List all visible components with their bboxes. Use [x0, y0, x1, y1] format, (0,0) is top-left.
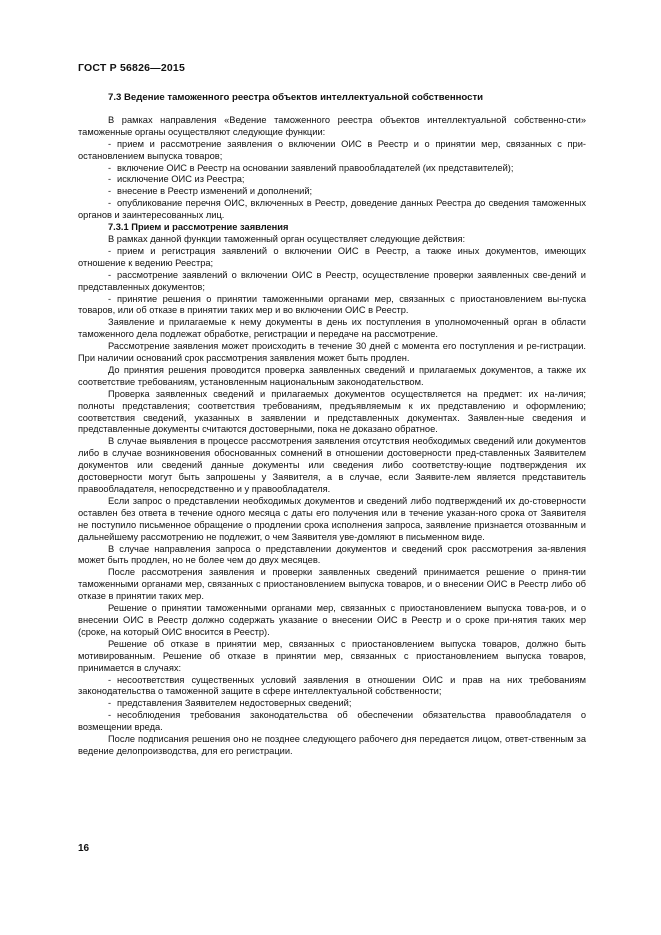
function-item: - опубликование перечня ОИС, включенных в Реестр, доведение данных Реестра до сведения таможенных органов и заинтересованных лиц. — [78, 198, 586, 221]
body-paragraph: Решение о принятии таможенными органами мер, связанных с приостановлением выпуска това-ров, и о внесении ОИС в Реестр должно содержать указание о внесении ОИС в Реестр и о сроке при-нятия таких мер (сроке, на который ОИС вносится в Реестр). — [78, 603, 586, 637]
body-paragraph: В случае направления запроса о представлении документов и сведений срок рассмотрения за-явления может быть продлен, но не более чем до двух месяцев. — [78, 543, 586, 566]
body-paragraph: Заявление и прилагаемые к нему документы в день их поступления в уполномоченный орган в области таможенного дела подлежат обработке, регистрации и передаче на рассмотрение. — [78, 317, 586, 340]
function-item: - включение ОИС в Реестр на основании заявлений правообладателей (их представителей); — [108, 162, 514, 173]
action-item: - рассмотрение заявлений о включении ОИС в Реестр, осуществление проверки заявленных све-дений и представленных документов; — [78, 269, 586, 292]
closing-paragraph: После подписания решения оно не позднее следующего рабочего дня передается лицом, ответ-ственным за ведение делопроизводства, для его регистрации. — [78, 734, 586, 756]
page-content — [78, 92, 586, 758]
refusal-case-item: - несоблюдения требования законодательства об обеспечении обязательства правообладателя о возмещении вреда. — [78, 710, 586, 733]
body-paragraph: После рассмотрения заявления и проверки заявленных сведений принимается решение о приня-тии таможенными органами мер, связанных с приостановлением выпуска товаров, и о внесении ОИС в Реестр либо об отказе в принятии таких мер. — [78, 567, 586, 602]
body-paragraph: В случае выявления в процессе рассмотрения заявления отсутствия необходимых сведений или документов либо в случае возникновения обоснованных сомнений в отношении достоверности пред-ставленных Заявителем документов или сведений данные документы или сведения либо соответству-ющие подтверждения их достоверности могут быть запрошены у Заявителя, а в случае, если Заявите-лем является представитель правообладателя, непосредственно и у правообладателя. — [78, 436, 586, 494]
sub-intro-paragraph: В рамках данной функции таможенный орган осуществляет следующие действия: — [108, 233, 466, 244]
body-paragraph: Рассмотрение заявления может происходить в течение 30 дней с момента его поступления и ре-гистрации. При наличии оснований срок рассмотрения заявления может быть продлен. — [78, 341, 586, 364]
subsection-title: 7.3.1 Прием и рассмотрение заявления — [108, 222, 289, 233]
body-paragraph: Решение об отказе в принятии мер, связанных с приостановлением выпуска товаров, должно быть мотивированным. Решение об отказе в принятии мер, связанных с приостановлением выпуска товаров, принимается в случаях: — [78, 638, 586, 673]
body-paragraph: До принятия решения проводится проверка заявленных сведений и прилагаемых документов, а также их соответствие требованиям, установленным национальным законодательством. — [78, 364, 586, 387]
page-number: 16 — [78, 843, 90, 854]
function-item: - исключение ОИС из Реестра; — [108, 174, 245, 185]
action-item: - принятие решения о принятии таможенными органами мер, связанных с приостановлением вы-пуска товаров, или об отказе в принятии таких мер и во включении ОИС в Реестр. — [78, 293, 586, 316]
body-paragraph: Если запрос о представлении необходимых документов и сведений либо подтверждений их до-стоверности оставлен без ответа в течение одного месяца с даты его получения или в течение указан-ного срока от Заявителя не поступило письменное обращение о продлении срока исполнения запроса, заявление признается отозванным и дальнейшему рассмотрению не подлежит, о чем Заявителя уве-домляют в письменном виде. — [78, 495, 586, 542]
section-title: 7.3 Ведение таможенного реестра объектов интеллектуальной собственности — [108, 92, 484, 103]
intro-paragraph: В рамках направления «Ведение таможенного реестра объектов интеллектуальной собственно-сти» таможенные органы осуществляют следующие функции: — [78, 114, 586, 137]
function-item: - внесение в Реестр изменений и дополнений; — [108, 186, 313, 197]
refusal-case-item: - представления Заявителем недостоверных сведений; — [108, 698, 352, 709]
body-paragraph: Проверка заявленных сведений и прилагаемых документов осуществляется на предмет: их на-личия; полноты представления; соответствия требованиям, предъявляемым к их представлению и оформлению; соответствия сведений, указанных в заявлении и представленных документах. Заявлен-ные сведения и представленные документы считаются достоверными, пока не доказано обратное. — [78, 388, 586, 435]
action-item: - прием и регистрация заявлений о включении ОИС в Реестр, а также иных документов, имеющих отношение к ведению Реестра; — [78, 245, 586, 268]
document-header: ГОСТ Р 56826—2015 — [78, 62, 186, 74]
function-item: - прием и рассмотрение заявления о включении ОИС в Реестр и о принятии мер, связанных с при-остановлением выпуска товаров; — [78, 138, 586, 161]
refusal-case-item: - несоответствия существенных условий заявления в отношении ОИС и прав на них требованиям законодательства о таможенной защите в сфере интеллектуальной собственности; — [78, 674, 586, 697]
